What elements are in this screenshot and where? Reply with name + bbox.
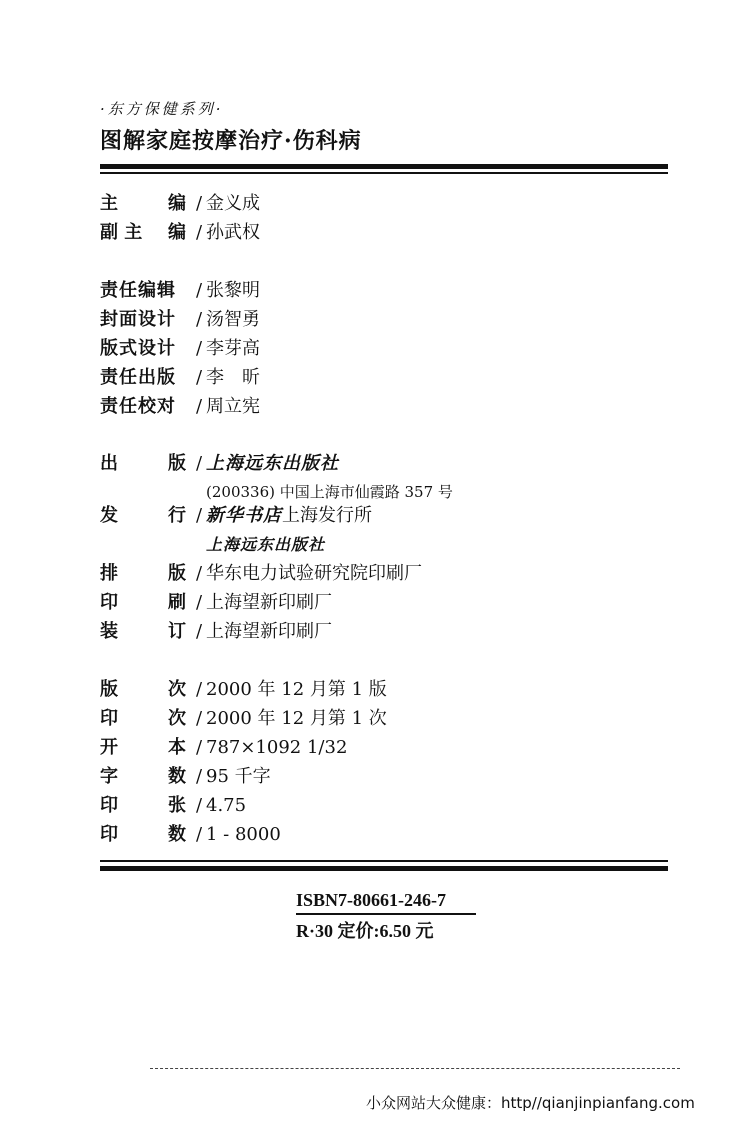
staff-row-editor <box>100 279 260 303</box>
separator: / <box>195 396 203 417</box>
spec-label: 印 <box>100 708 118 729</box>
distributor-secondary: 上海远东出版社 <box>206 535 326 554</box>
distributor-label: 发 <box>100 505 118 526</box>
staff-label: 封面设计 <box>100 309 176 330</box>
spec-value: 95 千字 <box>206 766 271 787</box>
top-rule-thin <box>100 172 668 174</box>
spec-row-printing <box>100 707 387 731</box>
print-label-2: 刷 <box>168 592 186 613</box>
separator: / <box>195 563 203 584</box>
separator: / <box>195 505 203 526</box>
series-name: ·东方保健系列· <box>100 100 224 118</box>
editor-value: 金义成 <box>206 193 260 214</box>
distributor-brand: 新华书店 <box>206 505 282 526</box>
spec-value: 2000 年 12 月第 1 版 <box>206 679 387 700</box>
staff-row-cover <box>100 308 260 332</box>
staff-label: 责任出版 <box>100 367 176 388</box>
spec-row-wordcount <box>100 765 271 789</box>
staff-value: 周立宪 <box>206 396 260 417</box>
staff-row-publish <box>100 366 260 390</box>
spec-label: 字 <box>100 766 118 787</box>
separator: / <box>195 367 203 388</box>
deputy-editor-row <box>100 221 260 245</box>
separator: / <box>195 280 203 301</box>
spec-value: 1 - 8000 <box>206 824 281 845</box>
separator: / <box>195 708 203 729</box>
separator: / <box>195 766 203 787</box>
footer-watermark: 小众网站大众健康：http//qianjinpianfang.com <box>366 1094 695 1112</box>
staff-label: 责任校对 <box>100 396 176 417</box>
typeset-value: 华东电力试验研究院印刷厂 <box>206 563 422 584</box>
spec-label-2: 次 <box>168 708 186 729</box>
spec-value: 2000 年 12 月第 1 次 <box>206 708 387 729</box>
spec-label: 印 <box>100 795 118 816</box>
binding-label: 装 <box>100 621 118 642</box>
print-row <box>100 591 332 615</box>
staff-row-layout <box>100 337 260 361</box>
isbn-number: ISBN7-80661-246-7 <box>296 890 476 915</box>
spec-label-2: 张 <box>168 795 186 816</box>
publisher-label-2: 版 <box>168 453 186 474</box>
editor-label: 主 <box>100 193 118 214</box>
staff-value: 张黎明 <box>206 280 260 301</box>
book-title: 图解家庭按摩治疗·伤科病 <box>100 128 362 154</box>
separator: / <box>195 679 203 700</box>
price-line: R·30 定价:6.50 元 <box>296 921 434 941</box>
editor-row <box>100 192 260 216</box>
separator: / <box>195 309 203 330</box>
staff-row-proofread <box>100 395 260 419</box>
deputy-editor-value: 孙武权 <box>206 222 260 243</box>
distributor-row <box>100 504 372 528</box>
spec-row-edition <box>100 678 387 702</box>
editor-label-2: 编 <box>168 193 186 214</box>
spec-label-2: 数 <box>168 824 186 845</box>
separator: / <box>195 193 203 214</box>
staff-value: 汤智勇 <box>206 309 260 330</box>
top-rule-thick <box>100 164 668 169</box>
binding-row <box>100 620 332 644</box>
publisher-label: 出 <box>100 453 118 474</box>
publisher-address: (200336) 中国上海市仙霞路 357 号 <box>206 483 453 501</box>
binding-value: 上海望新印刷厂 <box>206 621 332 642</box>
separator: / <box>195 795 203 816</box>
separator: / <box>195 338 203 359</box>
separator: / <box>195 621 203 642</box>
typeset-label: 排 <box>100 563 118 584</box>
spec-label: 开 <box>100 737 118 758</box>
spec-row-printrun <box>100 823 281 847</box>
print-value: 上海望新印刷厂 <box>206 592 332 613</box>
scan-artifact-line <box>150 1068 680 1070</box>
distributor-label-2: 行 <box>168 505 186 526</box>
spec-label: 版 <box>100 679 118 700</box>
spec-label: 印 <box>100 824 118 845</box>
separator: / <box>195 737 203 758</box>
typeset-label-2: 版 <box>168 563 186 584</box>
publisher-row <box>100 452 339 476</box>
staff-label: 版式设计 <box>100 338 176 359</box>
spec-label-2: 数 <box>168 766 186 787</box>
separator: / <box>195 824 203 845</box>
spec-label-2: 次 <box>168 679 186 700</box>
separator: / <box>195 222 203 243</box>
bottom-rule-thick <box>100 866 668 871</box>
staff-value: 李芽高 <box>206 338 260 359</box>
separator: / <box>195 453 203 474</box>
typeset-row <box>100 562 422 586</box>
spec-value: 787×1092 1/32 <box>206 737 348 758</box>
print-label: 印 <box>100 592 118 613</box>
spec-value: 4.75 <box>206 795 247 816</box>
staff-value: 李 昕 <box>206 367 260 388</box>
isbn-block <box>296 890 476 943</box>
spec-row-format <box>100 736 347 760</box>
separator: / <box>195 592 203 613</box>
distributor-value: 上海发行所 <box>282 505 372 526</box>
bottom-rule-thin <box>100 860 668 862</box>
deputy-editor-label-2: 编 <box>168 222 186 243</box>
staff-label: 责任编辑 <box>100 280 176 301</box>
deputy-editor-label: 副 主 <box>100 222 143 243</box>
spec-row-sheets <box>100 794 246 818</box>
spec-label-2: 本 <box>168 737 186 758</box>
binding-label-2: 订 <box>168 621 186 642</box>
publisher-value: 上海远东出版社 <box>206 453 339 474</box>
